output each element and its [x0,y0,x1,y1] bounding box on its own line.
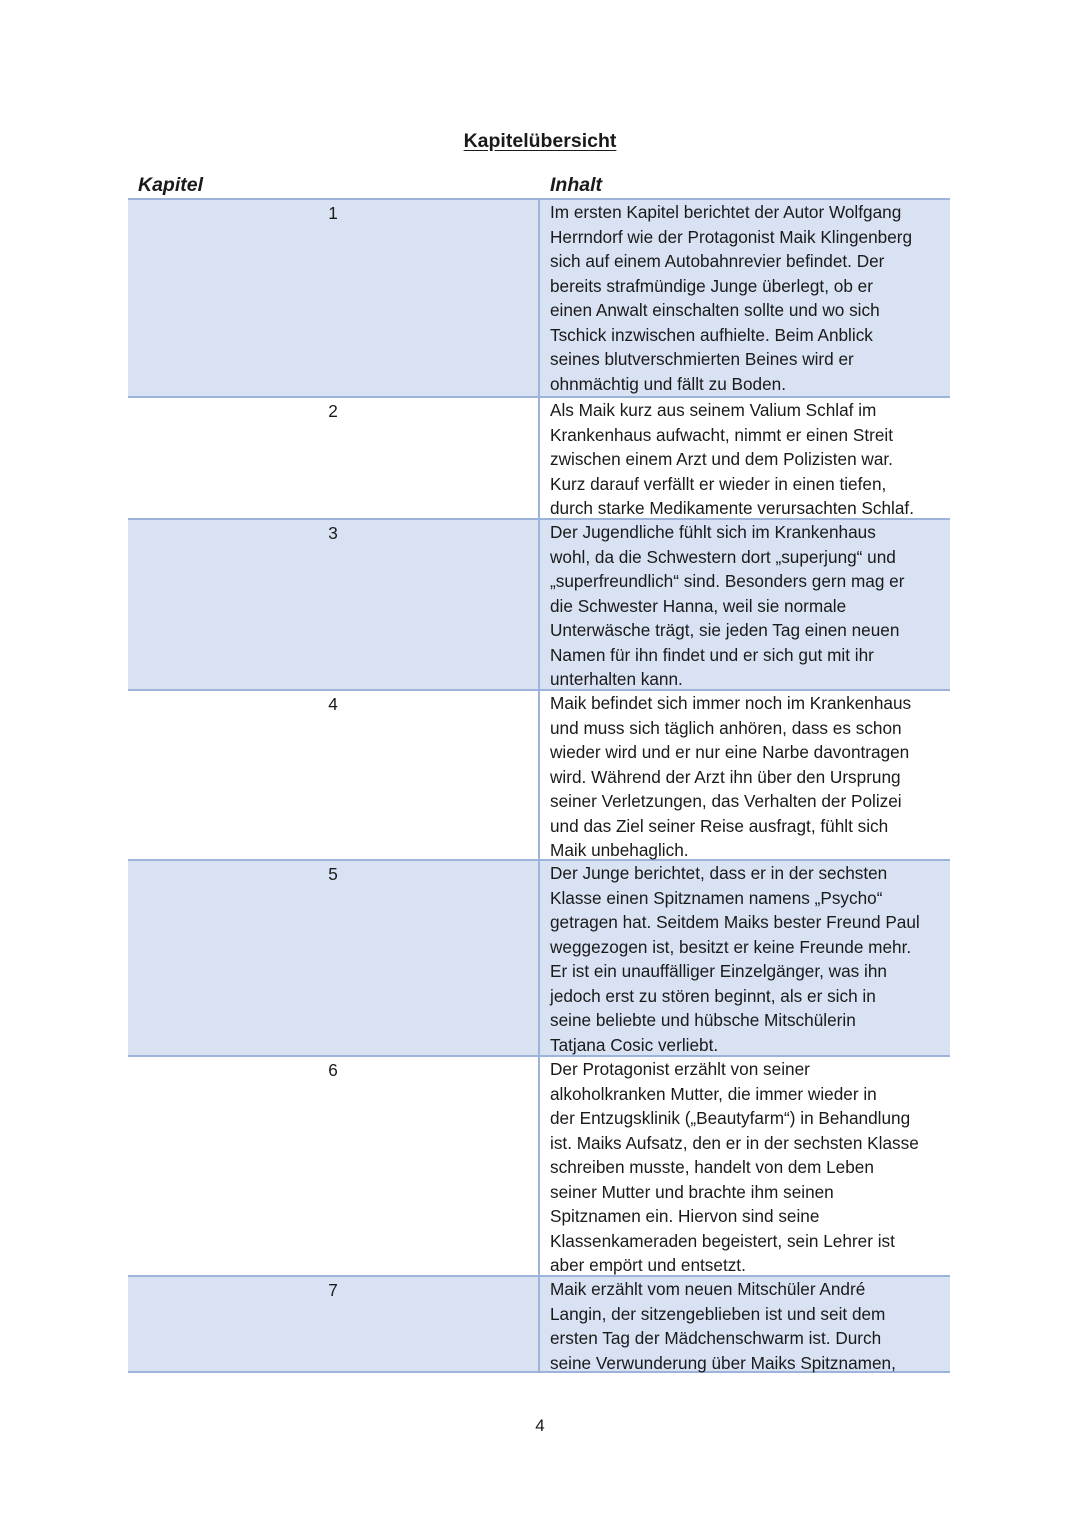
table-row [128,689,950,859]
chapter-summary: Maik erzählt vom neuen Mitschüler André Langin, der sitzengeblieben ist und seit dem ersten Tag der Mädchenschwarm ist. Durch seine Verwunderung über Maiks Spitznamen, [540,1277,950,1371]
table-row [128,518,950,689]
table-row [128,1055,950,1275]
chapter-summary: Als Maik kurz aus seinem Valium Schlaf im Krankenhaus aufwacht, nimmt er einen Streit zwischen einem Arzt und dem Polizisten war. Kurz darauf verfällt er wieder in einen tiefen, durch starke Medikamente verursachten Schlaf. [550,400,914,518]
chapter-number: 5 [128,861,538,1055]
table-row [128,1275,950,1373]
chapter-summary: Der Protagonist erzählt von seiner alkoholkranken Mutter, die immer wieder in der Entzugsklinik („Beautyfarm“) in Behandlung ist. Maiks Aufsatz, den er in der sechsten Klasse schreiben musste, handelt von dem Leben seiner Mutter und brachte ihm seinen Spitznamen ein. Hiervon sind seine Klassenkameraden begeistert, sein Lehrer ist aber empört und entsetzt. [550,1059,919,1275]
table-row [128,396,950,518]
chapter-summary: Der Junge berichtet, dass er in der sechsten Klasse einen Spitznamen namens „Psycho“ getragen hat. Seitdem Maiks bester Freund Paul weggezogen ist, besitzt er keine Freunde mehr. Er ist ein unauffälliger Einzelgänger, was ihn jedoch erst zu stören beginnt, als er sich in seine beliebte und hübsche Mitschülerin Tatjana Cosic verliebt. [540,861,950,1055]
chapter-summary: Im ersten Kapitel berichtet der Autor Wolfgang Herrndorf wie der Protagonist Maik Klingenberg sich auf einem Autobahnrevier befindet. Der bereits strafmündige Junge überlegt, ob er einen Anwalt einschalten sollte und wo sich Tschick inzwischen aufhielte. Beim Anblick seines blutverschmierten Beines wird er ohnmächtig und fällt zu Boden. [540,200,950,396]
chapter-table [128,172,950,1373]
table-header [128,172,950,198]
chapter-summary: Maik befindet sich immer noch im Krankenhaus und muss sich täglich anhören, dass es schon wieder wird und er nur eine Narbe davontragen wird. Während der Arzt ihn über den Ursprung seiner Verletzungen, das Verhalten der Polizei und das Ziel seiner Reise ausfragt, fühlt sich Maik unbehaglich. [550,693,912,860]
column-header-content: Inhalt [550,174,602,196]
chapter-number: 7 [128,1277,538,1371]
chapter-number: 4 [328,694,338,714]
chapter-summary: Der Jugendliche fühlt sich im Krankenhaus wohl, da die Schwestern dort „superjung“ und „superfreundlich“ sind. Besonders gern mag er die Schwester Hanna, weil sie normale Unterwäsche trägt, sie jeden Tag einen neuen Namen für ihn findet und er sich gut mit ihr unterhalten kann. [540,520,950,689]
page-number: 4 [535,1416,545,1435]
chapter-number: 6 [328,1060,338,1080]
chapter-number: 3 [128,520,538,689]
chapter-number: 1 [128,200,538,396]
table-row [128,859,950,1055]
table-row [128,198,950,396]
chapter-number: 2 [328,401,338,421]
column-header-chapter: Kapitel [138,174,204,196]
page-title: Kapitelübersicht [463,130,617,152]
